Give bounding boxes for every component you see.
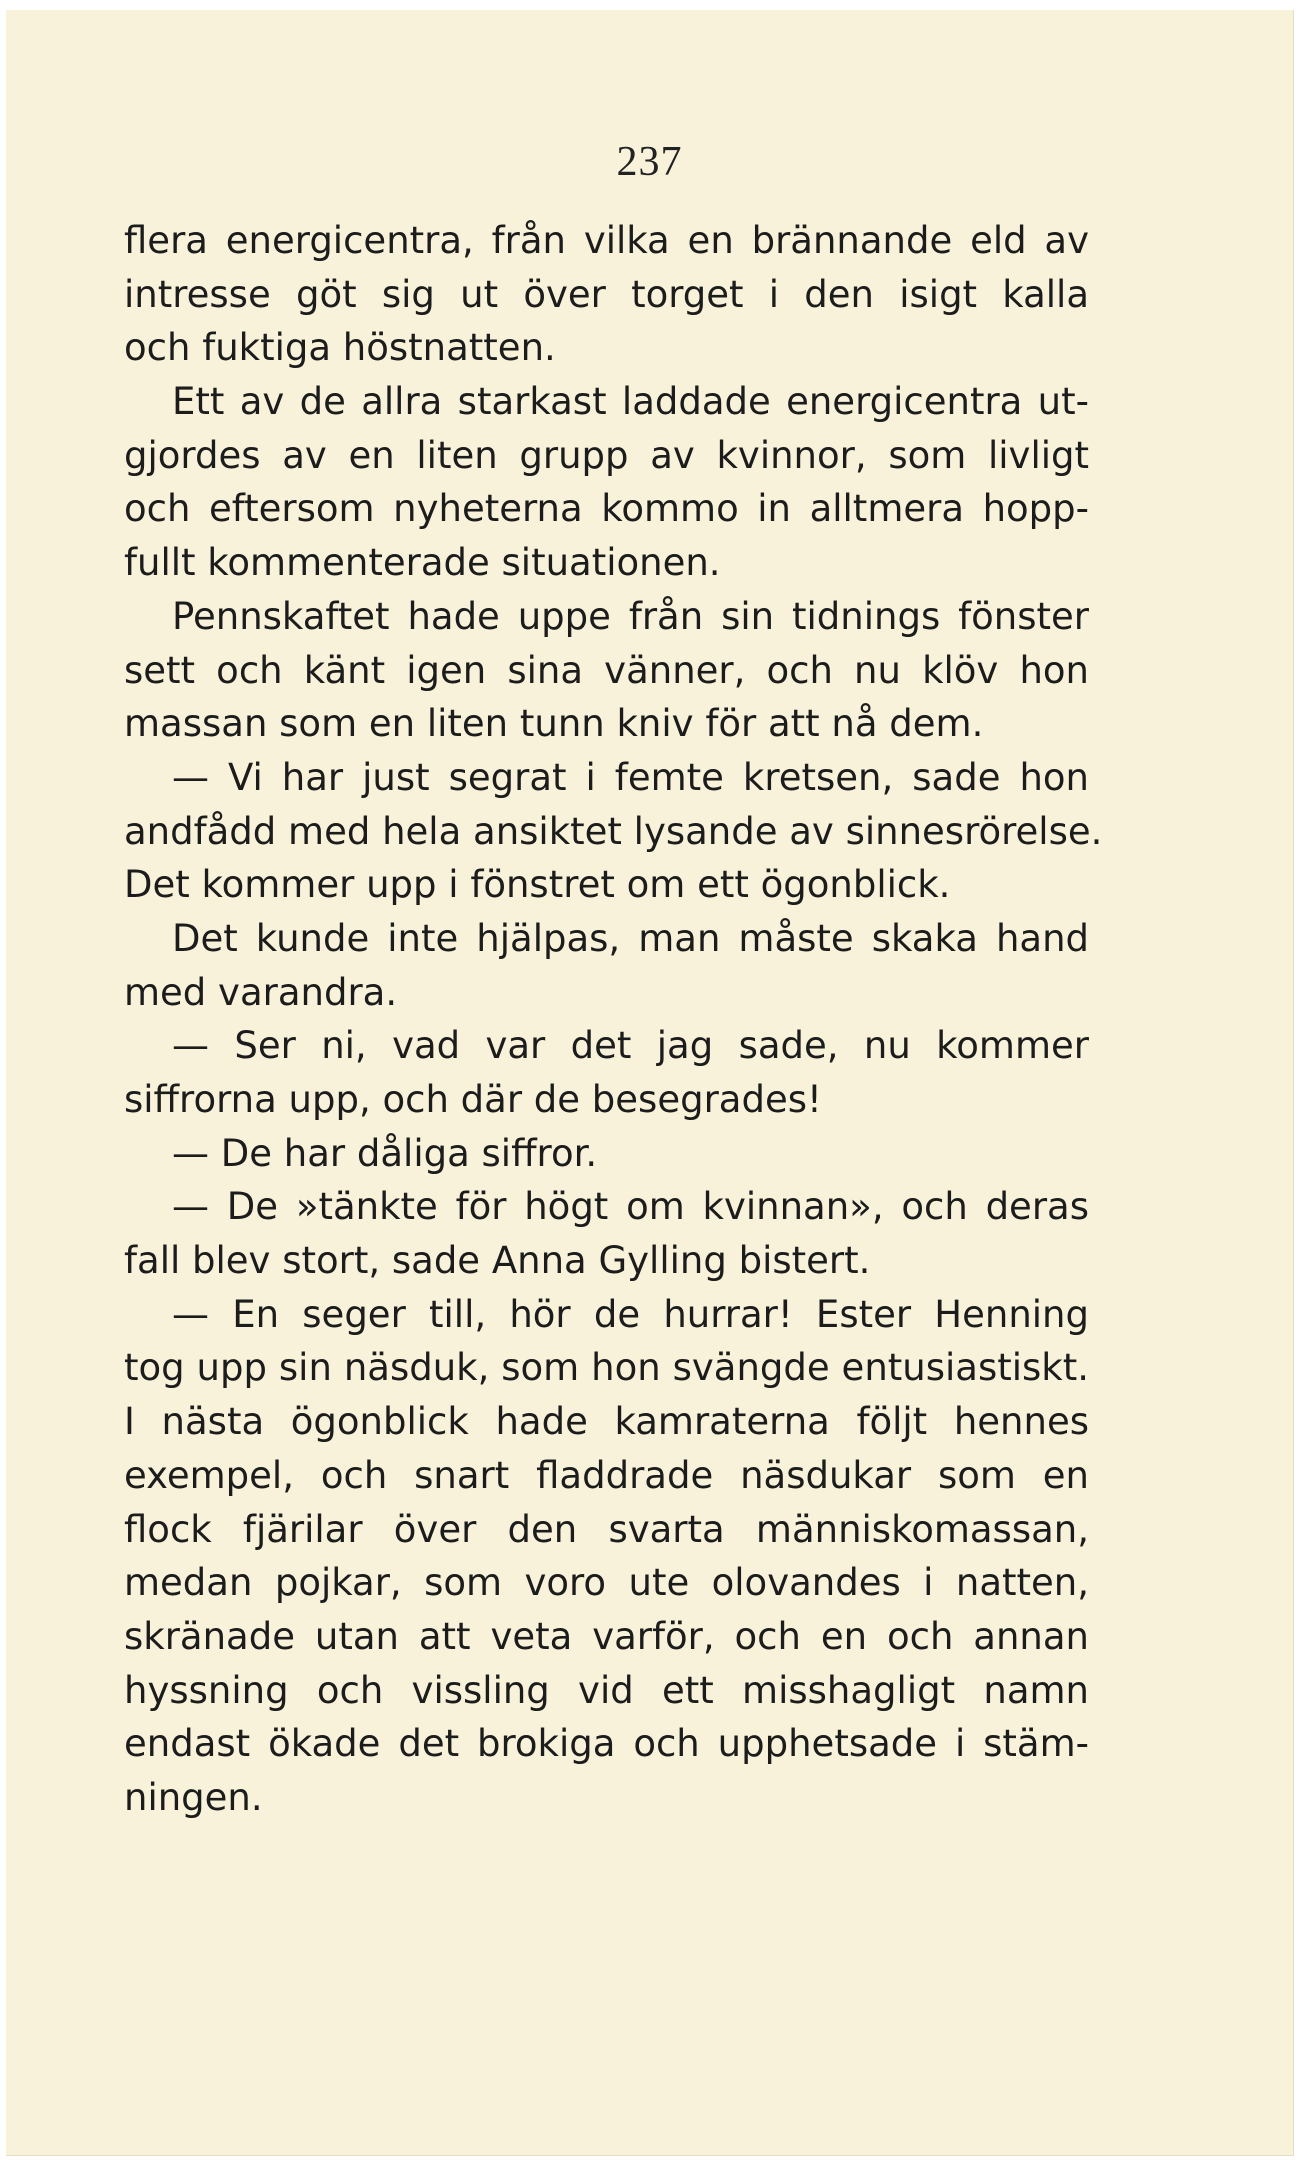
text-line: gjordes av en liten grupp av kvinnor, som livligt (124, 433, 1089, 477)
text-line: exempel, och snart fladdrade näsdukar som en (124, 1453, 1089, 1497)
text-line: I nästa ögonblick hade kamraterna följt hennes (124, 1400, 1089, 1444)
text-line: andfådd med hela ansiktet lysande av sinnesrörelse. (124, 809, 1103, 853)
book-page (6, 10, 1294, 2156)
text-line: — De »tänkte för högt om kvinnan», och deras (172, 1185, 1089, 1229)
text-line: — En seger till, hör de hurrar! Ester Henning (172, 1292, 1089, 1336)
text-line: flock fjärilar över den svarta människomassan, (124, 1507, 1089, 1551)
body-text (124, 214, 1103, 1825)
text-line: fall blev stort, sade Anna Gylling bistert. (124, 1239, 871, 1283)
text-line: Ett av de allra starkast laddade energicentra ut- (172, 380, 1089, 424)
text-line: och eftersom nyheterna kommo in alltmera hopp- (124, 487, 1089, 531)
text-line: endast ökade det brokiga och upphetsade i stäm- (124, 1722, 1089, 1766)
text-line: siffrorna upp, och där de besegrades! (124, 1078, 822, 1121)
text-line: — De har dåliga siffror. (172, 1131, 598, 1175)
text-line: sett och känt igen sina vänner, och nu klöv hon (124, 648, 1089, 692)
text-line: tog upp sin näsduk, som hon svängde entusiastiskt. (124, 1346, 1089, 1390)
text-line: Pennskaftet hade uppe från sin tidnings fönster (172, 594, 1089, 638)
text-line: skränade utan att veta varför, och en och annan (124, 1614, 1089, 1658)
text-line: intresse göt sig ut över torget i den isigt kalla (124, 272, 1089, 316)
text-line: — Ser ni, vad var det jag sade, nu kommer (172, 1024, 1089, 1068)
text-line: medan pojkar, som voro ute olovandes i natten, (124, 1561, 1089, 1605)
text-line: massan som en liten tunn kniv för att nå dem. (124, 702, 984, 746)
text-line: flera energicentra, från vilka en brännande eld av (124, 219, 1089, 262)
text-line: Det kommer upp i fönstret om ett ögonblick. (124, 863, 951, 907)
text-line: — Vi har just segrat i femte kretsen, sade hon (172, 755, 1089, 799)
text-line: och fuktiga höstnatten. (124, 326, 556, 370)
text-line: ningen. (124, 1775, 263, 1819)
page-number: 237 (616, 139, 683, 185)
text-line: med varandra. (124, 970, 398, 1014)
text-line: Det kunde inte hjälpas, man måste skaka hand (172, 916, 1089, 960)
text-line: hyssning och vissling vid ett misshagligt namn (124, 1668, 1089, 1712)
text-line: fullt kommenterade situationen. (124, 541, 721, 585)
